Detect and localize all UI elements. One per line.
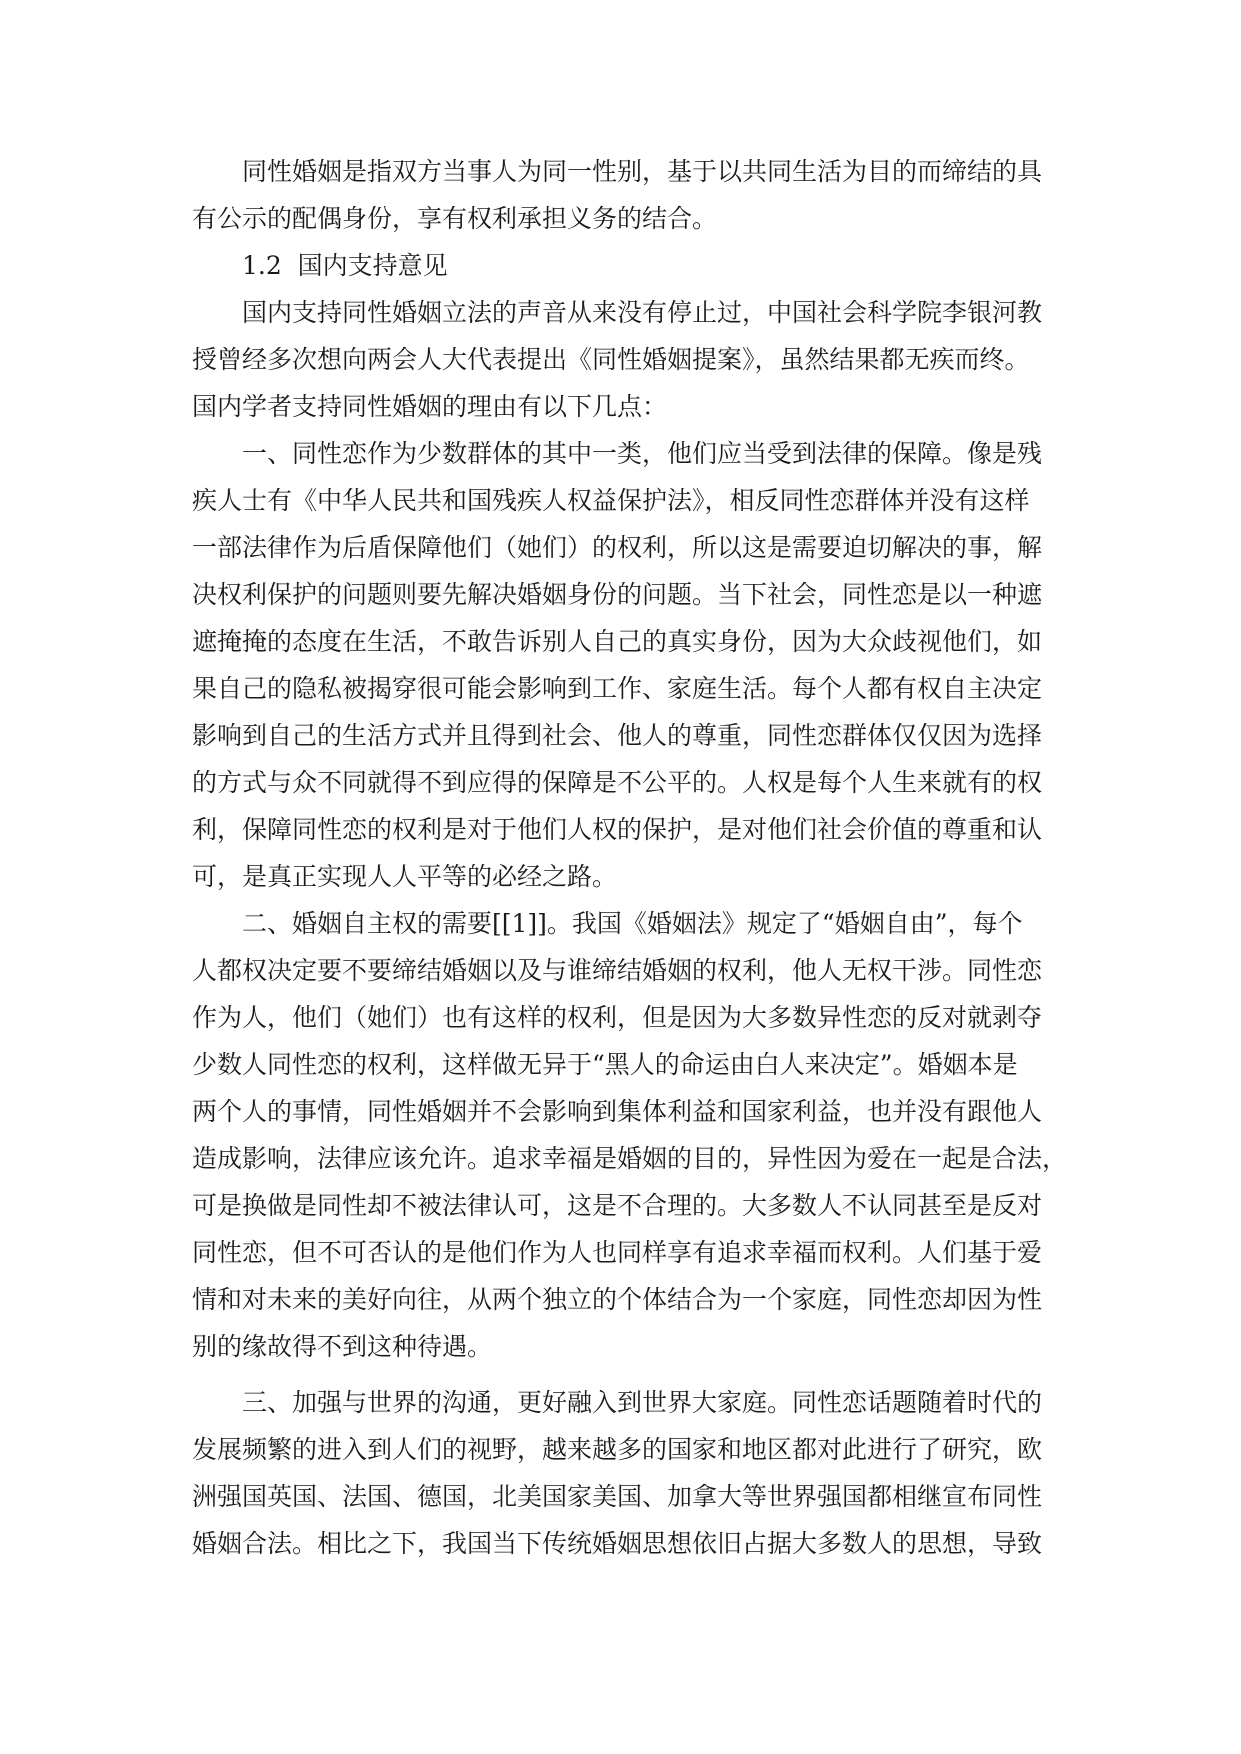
text-line: 婚姻合法。相比之下，我国当下传统婚姻思想依旧占据大多数人的思想，导致 — [192, 1529, 1043, 1558]
text-line: 发展频繁的进入到人们的视野，越来越多的国家和地区都对此进行了研究，欧 — [192, 1435, 1043, 1464]
paragraph-point-one — [192, 430, 1092, 900]
text-line: 别的缘故得不到这种待遇。 — [192, 1332, 493, 1361]
text-line: 少数人同性恋的权利，这样做无异于“黑人的命运由白人来决定”。婚姻本是 — [192, 1050, 1018, 1079]
text-line: 授曾经多次想向两会人大代表提出《同性婚姻提案》，虽然结果都无疾而终。 — [192, 345, 1030, 374]
text-line: 二、婚姻自主权的需要[[1]]。我国《婚姻法》规定了“婚姻自由”，每个 — [242, 909, 1023, 938]
paragraph-definition — [192, 148, 1092, 242]
paragraph-point-three — [192, 1379, 1092, 1567]
text-line: 遮掩掩的态度在生活，不敢告诉别人自己的真实身份，因为大众歧视他们，如 — [192, 627, 1043, 656]
section-heading — [192, 242, 1092, 289]
text-line: 同性恋，但不可否认的是他们作为人也同样享有追求幸福而权利。人们基于爱 — [192, 1238, 1043, 1267]
text-line: 国内支持同性婚姻立法的声音从来没有停止过，中国社会科学院李银河教 — [242, 298, 1043, 327]
text-line: 可，是真正实现人人平等的必经之路。 — [192, 862, 618, 891]
text-line: 两个人的事情，同性婚姻并不会影响到集体利益和国家利益，也并没有跟他人 — [192, 1097, 1043, 1126]
text-line: 可是换做是同性却不被法律认可，这是不合理的。大多数人不认同甚至是反对 — [192, 1191, 1043, 1220]
text-line: 国内学者支持同性婚姻的理由有以下几点： — [192, 392, 668, 421]
text-line: 有公示的配偶身份，享有权利承担义务的结合。 — [192, 204, 718, 233]
paragraph-point-two — [192, 900, 1092, 1370]
document-body — [192, 148, 1092, 1567]
text-line: 一部法律作为后盾保障他们（她们）的权利，所以这是需要迫切解决的事，解 — [192, 533, 1043, 562]
text-line: 洲强国英国、法国、德国，北美国家美国、加拿大等世界强国都相继宣布同性 — [192, 1482, 1043, 1511]
text-line: 作为人，他们（她们）也有这样的权利，但是因为大多数异性恋的反对就剥夺 — [192, 1003, 1043, 1032]
text-line: 利，保障同性恋的权利是对于他们人权的保护，是对他们社会价值的尊重和认 — [192, 815, 1043, 844]
text-line: 人都权决定要不要缔结婚姻以及与谁缔结婚姻的权利，他人无权干涉。同性恋 — [192, 956, 1043, 985]
text-line: 一、同性恋作为少数群体的其中一类，他们应当受到法律的保障。像是残 — [242, 439, 1043, 468]
text-line: 果自己的隐私被揭穿很可能会影响到工作、家庭生活。每个人都有权自主决定 — [192, 674, 1043, 703]
paragraph-intro — [192, 289, 1092, 430]
text-line: 的方式与众不同就得不到应得的保障是不公平的。人权是每个人生来就有的权 — [192, 768, 1043, 797]
text-line: 三、加强与世界的沟通，更好融入到世界大家庭。同性恋话题随着时代的 — [242, 1388, 1043, 1417]
text-line: 同性婚姻是指双方当事人为同一性别，基于以共同生活为目的而缔结的具 — [242, 157, 1043, 186]
text-line: 造成影响，法律应该允许。追求幸福是婚姻的目的，异性因为爱在一起是合法， — [192, 1144, 1068, 1173]
section-heading-text: 1.2 国内支持意见 — [242, 251, 448, 280]
text-line: 决权利保护的问题则要先解决婚姻身份的问题。当下社会，同性恋是以一种遮 — [192, 580, 1043, 609]
text-line: 疾人士有《中华人民共和国残疾人权益保护法》，相反同性恋群体并没有这样 — [192, 486, 1030, 515]
text-line: 情和对未来的美好向往，从两个独立的个体结合为一个家庭，同性恋却因为性 — [192, 1285, 1043, 1314]
text-line: 影响到自己的生活方式并且得到社会、他人的尊重，同性恋群体仅仅因为选择 — [192, 721, 1043, 750]
